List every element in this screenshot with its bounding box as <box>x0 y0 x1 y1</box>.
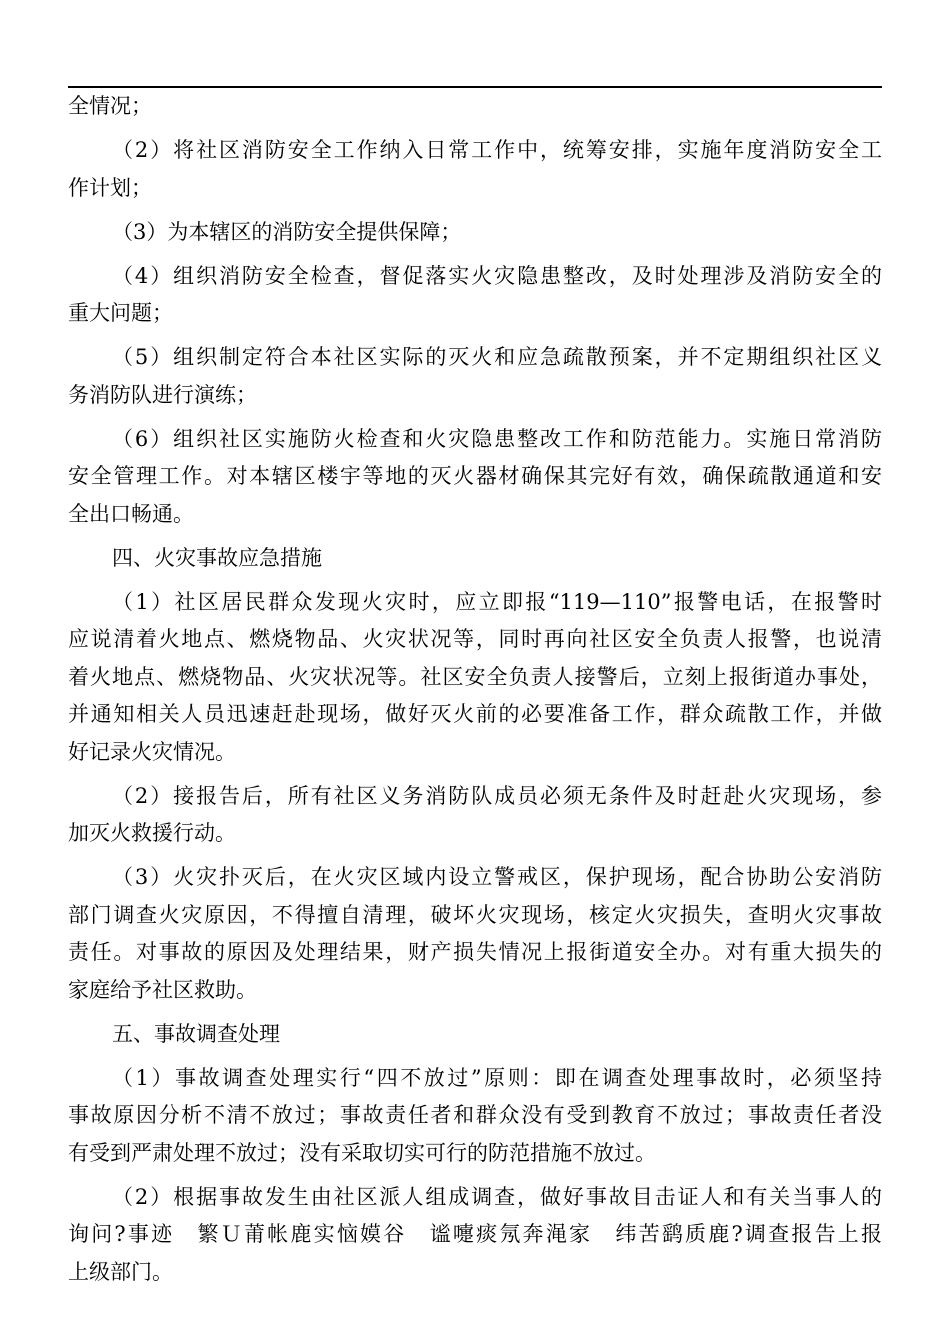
text-line: 上级部门。 <box>68 1259 173 1284</box>
text-line: （3）火灾扑灭后，在火灾区域内设立警戒区，保护现场，配合协助公安消防 <box>112 865 882 889</box>
document-body <box>68 88 882 1291</box>
text-line: （3）为本辖区的消防安全提供保障； <box>112 219 462 244</box>
text-line: 部门调查火灾原因，不得擅自清理，破坏火灾现场，核定火灾损失，查明火灾事故 <box>68 902 882 927</box>
text-line: 务消防队进行演练； <box>68 382 257 407</box>
text-line: 有受到严肃处理不放过；没有采取切实可行的防范措施不放过。 <box>68 1140 656 1165</box>
section-heading: 四、火灾事故应急措施 <box>112 545 322 570</box>
text-line: （1）事故调查处理实行“四不放过”原则：即在调查处理事故时，必须坚持 <box>112 1065 882 1090</box>
text-line: （2）将社区消防安全工作纳入日常工作中，统筹安排，实施年度消防安全工 <box>112 138 882 162</box>
text-line: 着火地点、燃烧物品、火灾状况等。社区安全负责人接警后，立刻上报街道办事处， <box>68 664 882 689</box>
text-line: 询问?事迹 繁Ｕ莆帐鹿实恼嫫谷 谧嚏痰氖奔渑家 纬苦鹞质鹿?调查报告上报 <box>68 1222 882 1246</box>
text-line: （1）社区居民群众发现火灾时，应立即报“119—110”报警电话，在报警时 <box>112 589 882 614</box>
text-line: （5）组织制定符合本社区实际的灭火和应急疏散预案，并不定期组织社区义 <box>112 345 882 369</box>
text-line: 应说清着火地点、燃烧物品、火灾状况等，同时再向社区安全负责人报警，也说清 <box>68 627 882 651</box>
text-line: 家庭给予社区救助。 <box>68 977 257 1002</box>
text-line: 作计划； <box>68 175 152 200</box>
text-line: 好记录火灾情况。 <box>68 739 236 764</box>
text-line: 重大问题； <box>68 301 173 325</box>
text-line: （2）根据事故发生由社区派人组成调查，做好事故目击证人和有关当事人的 <box>112 1184 882 1209</box>
text-line: （4）组织消防安全检查，督促落实火灾隐患整改，及时处理涉及消防安全的 <box>112 263 882 288</box>
text-line: （2）接报告后，所有社区义务消防队成员必须无条件及时赶赴火灾现场，参 <box>112 783 882 808</box>
text-line: 全情况； <box>68 94 152 118</box>
section-heading: 五、事故调查处理 <box>112 1021 280 1046</box>
text-line: 加灭火救援行动。 <box>68 821 236 845</box>
text-line: 责任。对事故的原因及处理结果，财产损失情况上报街道安全办。对有重大损失的 <box>68 940 882 964</box>
text-line: 并通知相关人员迅速赶赴现场，做好灭火前的必要准备工作，群众疏散工作，并做 <box>68 702 882 726</box>
text-line: 事故原因分析不清不放过；事故责任者和群众没有受到教育不放过；事故责任者没 <box>68 1103 882 1127</box>
text-line: （6）组织社区实施防火检查和火灾隐患整改工作和防范能力。实施日常消防 <box>112 426 882 451</box>
text-line: 安全管理工作。对本辖区楼宇等地的灭火器材确保其完好有效，确保疏散通道和安 <box>68 464 882 488</box>
text-line: 全出口畅通。 <box>68 501 194 526</box>
